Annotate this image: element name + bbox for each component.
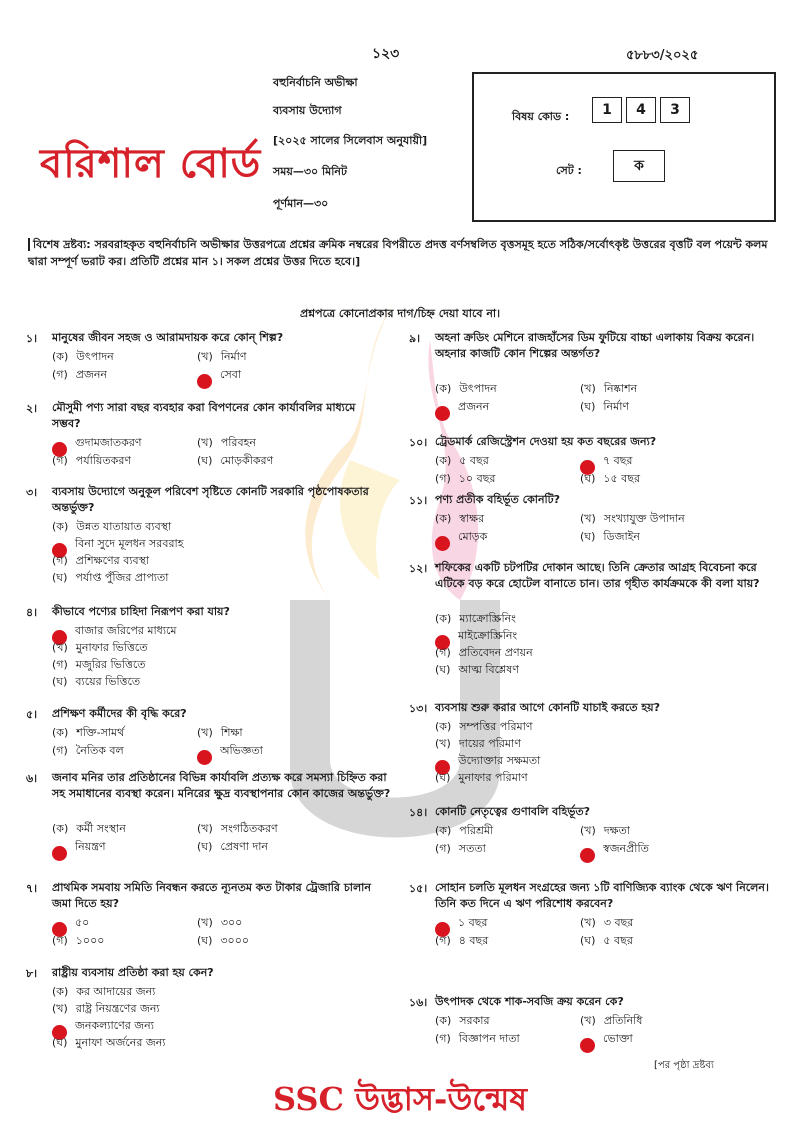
answer-option[interactable] xyxy=(52,350,114,364)
option-text: প্রতিবেদন প্রণয়ন xyxy=(458,646,533,659)
subject-code-digit: 4 xyxy=(626,97,656,123)
answer-option[interactable] xyxy=(580,1014,642,1028)
option-text: ১৫ বছর xyxy=(603,472,641,485)
option-text: প্রশিক্ষণের ব্যবস্থা xyxy=(75,554,150,567)
answer-option[interactable] xyxy=(197,840,268,854)
option-text: স্বাক্ষর xyxy=(459,512,485,525)
option-text: সরকার xyxy=(459,1014,490,1027)
option-text: প্রেষণা দান xyxy=(220,840,269,853)
question-text: অহনা ক্রডিং মেশিনে রাজহাঁসের ডিম ফুটিয়ে বাচ্চা এলাকায় বিক্রয় করেন। অহনার কাজটি কোন শিল্পের অন্তর্গত? xyxy=(435,331,755,360)
filled-answer-mark xyxy=(435,536,450,551)
answer-option[interactable] xyxy=(52,571,168,585)
option-text: বিনা সুদে মূলধন সরবরাহ xyxy=(75,537,184,550)
option-letter: (গ) xyxy=(52,658,68,671)
answer-option[interactable] xyxy=(197,436,256,450)
option-text: নিয়ন্ত্রণ xyxy=(75,840,106,853)
option-letter: (ঘ) xyxy=(197,934,213,947)
answer-option[interactable] xyxy=(435,1014,490,1028)
option-text: গুদামজাতকরণ xyxy=(75,436,142,449)
option-text: ৩০০০ xyxy=(220,934,249,947)
option-letter: (ক) xyxy=(52,350,69,363)
answer-option[interactable] xyxy=(52,641,147,655)
option-letter: (খ) xyxy=(52,641,68,654)
question-text: ব্যবসায় উদ্যোগে অনুকূল পরিবেশ সৃষ্টিতে কোনটি সরকারি পৃষ্ঠপোষকতার অন্তর্ভুক্ত? xyxy=(52,485,369,514)
answer-option[interactable] xyxy=(580,512,685,526)
option-text: পর্যায়িতকরণ xyxy=(75,454,132,467)
option-letter: (ক) xyxy=(435,512,452,525)
subject-name: ব্যবসায় উদ্যোগ xyxy=(273,104,342,117)
answer-option[interactable] xyxy=(435,646,533,660)
answer-option[interactable] xyxy=(52,554,149,568)
answer-option[interactable] xyxy=(435,612,516,626)
option-text: ১০ বছর xyxy=(458,472,496,485)
answer-option[interactable] xyxy=(52,520,171,534)
option-text: নৈতিক বল xyxy=(75,744,124,757)
option-letter: (খ) xyxy=(52,1002,68,1015)
option-text: দক্ষতা xyxy=(603,824,630,837)
option-letter: (গ) xyxy=(52,454,68,467)
option-letter: (গ) xyxy=(52,554,68,567)
answer-option[interactable] xyxy=(197,726,243,740)
option-text: অভিজ্ঞতা xyxy=(220,744,263,757)
option-text: উন্নত যাতায়াত ব্যবস্থা xyxy=(76,520,172,533)
option-letter: (খ) xyxy=(197,726,213,739)
option-text: বিজ্ঞাপন দাতা xyxy=(458,1032,520,1045)
subject-code-digit: 1 xyxy=(592,97,622,123)
question-text: শফিকের একটি চটপটির দোকান আছে। তিনি ক্রেতার আগ্রহ বিবেচনা করে এটিকে বড় করে হোটেল বানাতে চান। তার গৃহীত কার্যক্রমকে কী বলা যায়? xyxy=(435,561,760,590)
answer-option[interactable] xyxy=(52,1036,165,1050)
answer-option[interactable] xyxy=(197,350,246,364)
question-number: ৭। xyxy=(26,882,38,895)
option-text: সংখ্যাযুক্ত উপাদান xyxy=(603,512,685,525)
option-letter: (গ) xyxy=(435,646,451,659)
answer-option[interactable] xyxy=(435,842,486,856)
option-letter: (খ) xyxy=(580,824,596,837)
option-letter: (ক) xyxy=(435,454,452,467)
option-letter: (গ) xyxy=(435,934,451,947)
subject-code-digit: 3 xyxy=(660,97,690,123)
option-text: পর্যাপ্ত পুঁজির প্রাপ্যতা xyxy=(75,571,169,584)
option-text: সেবা xyxy=(220,368,242,381)
page-number: ১২৩ xyxy=(372,46,400,62)
option-letter: (ক) xyxy=(52,520,69,533)
option-text: ব্যয়ের ভিত্তিতে xyxy=(75,675,141,688)
option-letter: (খ) xyxy=(435,737,451,750)
set-value: ক xyxy=(613,150,665,182)
answer-option[interactable] xyxy=(197,368,241,389)
filled-answer-mark xyxy=(52,846,67,861)
instructions-label: বিশেষ দ্রষ্টব্য: xyxy=(28,238,91,251)
answer-option[interactable] xyxy=(435,382,497,396)
answer-option[interactable] xyxy=(197,934,249,948)
option-letter: (খ) xyxy=(580,916,596,929)
option-text: ডিজাইন xyxy=(603,530,640,543)
question-text: পণ্য প্রতীক বহির্ভূত কোনটি? xyxy=(435,493,561,506)
option-text: নির্মাণ xyxy=(603,400,630,413)
footer-brand: SSC উদ্ভাস-উন্মেষ xyxy=(273,1080,527,1118)
question-text: কোনটি নেতৃত্বের গুণাবলি বহির্ভূত? xyxy=(435,805,591,818)
option-letter: (ঘ) xyxy=(580,934,596,947)
option-letter: (ক) xyxy=(435,382,452,395)
filled-answer-mark xyxy=(435,406,450,421)
option-text: মুনাফার ভিত্তিতে xyxy=(75,641,148,654)
next-page-note: [পর পৃষ্ঠা দ্রষ্টব্য xyxy=(654,1060,714,1071)
filled-answer-mark xyxy=(197,750,212,765)
option-letter: (ঘ) xyxy=(197,454,213,467)
answer-option[interactable] xyxy=(435,720,532,734)
answer-option[interactable] xyxy=(580,916,633,930)
option-text: প্রতিনিধি xyxy=(603,1014,643,1027)
exam-time: সময়—৩০ মিনিট xyxy=(273,165,347,178)
option-text: আত্ম বিশ্লেষণ xyxy=(458,663,519,676)
answer-option[interactable] xyxy=(435,1032,520,1046)
answer-option[interactable] xyxy=(52,934,104,948)
filled-answer-mark xyxy=(197,374,212,389)
option-letter: (গ) xyxy=(52,744,68,757)
option-text: ম্যাক্রোস্ক্রিনিং xyxy=(459,612,516,625)
option-letter: (ঘ) xyxy=(52,1036,68,1049)
set-label: সেট : xyxy=(556,164,582,177)
option-text: মুনাফা অর্জনের জন্য xyxy=(75,1036,166,1049)
question-text: ট্রেডমার্ক রেজিস্ট্রেশন দেওয়া হয় কত বছরের জন্য? xyxy=(435,435,657,448)
answer-option[interactable] xyxy=(52,726,124,740)
answer-option[interactable] xyxy=(52,454,131,468)
answer-option[interactable] xyxy=(580,382,637,396)
option-text: ভোক্তা xyxy=(603,1032,633,1045)
option-text: সম্পত্তির পরিমাণ xyxy=(459,720,533,733)
instructions xyxy=(28,236,768,270)
option-letter: (ক) xyxy=(435,720,452,733)
answer-option[interactable] xyxy=(435,472,495,486)
exam-type: বহুনির্বাচনি অভীক্ষা xyxy=(273,76,358,89)
question-text: জনাব মনির তার প্রতিষ্ঠানের বিভিন্ন কার্যাবলি প্রত্যক্ষ করে সমস্যা চিহ্নিত করা সহ সমাধানের ব্যবস্থা করেন। মনিরের ক্ষুদ্র ব্যবস্থাপনার কোন কাজের অন্তর্ভুক্ত? xyxy=(52,771,391,800)
question-text: সোহান চলতি মূলধন সংগ্রহের জন্য ১টি বাণিজ্যিক ব্যাংক থেকে ঋণ নিলেন। তিনি কত দিনে এ ঋণ পরিশোধ করবেন? xyxy=(435,881,769,910)
option-text: মুনাফার পরিমাণ xyxy=(458,771,528,784)
answer-option[interactable] xyxy=(580,934,633,948)
option-letter: (গ) xyxy=(52,368,68,381)
question-number: ১৪। xyxy=(409,806,428,819)
option-letter: (ঘ) xyxy=(52,571,68,584)
option-letter: (ঘ) xyxy=(197,840,213,853)
option-text: উদ্যোক্তার সক্ষমতা xyxy=(458,754,541,767)
question-number: ১৫। xyxy=(409,882,428,895)
option-letter: (গ) xyxy=(435,1032,451,1045)
option-text: কর্মী সংস্থান xyxy=(76,822,126,835)
option-text: পরিবহন xyxy=(220,436,256,449)
answer-option[interactable] xyxy=(580,400,629,414)
answer-option[interactable] xyxy=(435,400,489,421)
option-letter: (খ) xyxy=(197,350,213,363)
option-text: কর আদায়ের জন্য xyxy=(76,985,156,998)
option-text: মাইক্রোস্ক্রিনিং xyxy=(458,629,518,642)
subject-code-label: বিষয় কোড : xyxy=(512,110,570,123)
option-text: ৪ বছর xyxy=(458,934,489,947)
question-text: প্রাথমিক সমবায় সমিতি নিবন্ধন করতে ন্যূনতম কত টাকার ট্রেজারি চালান জমা দিতে হয়? xyxy=(52,881,371,910)
answer-option[interactable] xyxy=(435,737,521,751)
syllabus-note: [২০২৫ সালের সিলেবাস অনুযায়ী] xyxy=(273,134,428,147)
option-text: উৎপাদন xyxy=(76,350,114,363)
question-number: ৩। xyxy=(26,486,38,499)
question-number: ২। xyxy=(26,402,38,415)
answer-option[interactable] xyxy=(435,824,493,838)
option-text: ৭ বছর xyxy=(603,454,633,467)
option-text: নিষ্কাশন xyxy=(603,382,638,395)
code-box xyxy=(472,72,776,222)
answer-option[interactable] xyxy=(435,512,484,526)
option-text: ৩ বছর xyxy=(603,916,634,929)
answer-option[interactable] xyxy=(52,1002,160,1016)
answer-option[interactable] xyxy=(580,472,640,486)
question-text: ব্যবসায় শুরু করার আগে কোনটি যাচাই করতে হয়? xyxy=(435,701,661,714)
question-number: ১। xyxy=(26,332,38,345)
answer-option[interactable] xyxy=(580,824,630,838)
option-text: ৫ বছর xyxy=(603,934,633,947)
question-number: ৮। xyxy=(26,967,38,980)
answer-option[interactable] xyxy=(52,840,105,861)
filled-answer-mark xyxy=(580,1038,595,1053)
option-text: বাজার জরিপের মাধ্যমে xyxy=(75,624,177,637)
option-text: ৩০০ xyxy=(220,916,243,929)
option-text: ৫ বছর xyxy=(459,454,489,467)
option-text: মোড়কীকরণ xyxy=(220,454,274,467)
answer-option[interactable] xyxy=(435,934,488,948)
answer-option[interactable] xyxy=(435,530,487,551)
option-letter: (গ) xyxy=(435,842,451,855)
option-letter: (ক) xyxy=(435,824,452,837)
answer-option[interactable] xyxy=(52,675,140,689)
option-text: মোড়ক xyxy=(458,530,488,543)
question-number: ১৬। xyxy=(409,996,428,1009)
option-text: দায়ের পরিমাণ xyxy=(458,737,521,750)
option-letter: (খ) xyxy=(580,382,596,395)
option-text: পরিশ্রমী xyxy=(459,824,494,837)
option-text: জনকল্যাণের জন্য xyxy=(75,1019,154,1032)
answer-option[interactable] xyxy=(197,454,273,468)
filled-answer-mark xyxy=(580,848,595,863)
full-marks: পূর্ণমান—৩০ xyxy=(273,197,329,210)
option-text: শক্তি-সামর্থ xyxy=(76,726,125,739)
answer-option[interactable] xyxy=(52,985,155,999)
option-letter: (ঘ) xyxy=(580,472,596,485)
answer-option[interactable] xyxy=(580,530,640,544)
option-letter: (ক) xyxy=(435,612,452,625)
option-letter: (ক) xyxy=(52,822,69,835)
answer-option[interactable] xyxy=(52,368,107,382)
option-text: উৎপাদন xyxy=(459,382,497,395)
answer-option[interactable] xyxy=(197,822,278,836)
answer-option[interactable] xyxy=(52,822,126,836)
option-text: নির্মাণ xyxy=(220,350,247,363)
question-text: মানুষের জীবন সহজ ও আরামদায়ক করে কোন্ শিল্প? xyxy=(52,331,284,344)
answer-option[interactable] xyxy=(52,744,124,758)
instructions-text: সরবরাহকৃত বহুনির্বাচনি অভীক্ষার উত্তরপত্রে প্রশ্নের ক্রমিক নম্বরের বিপরীতে প্রদত্ত বর্ণসম্বলিত বৃত্তসমূহ হতে সঠিক/সর্বোৎকৃষ্ট উত্তরের বৃত্তটি বল পয়েন্ট কলম দ্বারা সম্পূর্ণ ভরাট কর। প্রতিটি প্রশ্নের মান ১। সকল প্রশ্নের উত্তর দিতে হবে।] xyxy=(28,238,768,268)
option-text: সংগঠিতকরণ xyxy=(220,822,278,835)
option-text: মজুরির ভিত্তিতে xyxy=(75,658,146,671)
option-text: প্রজনন xyxy=(458,400,490,413)
board-name: বরিশাল বোর্ড xyxy=(40,141,262,187)
question-text: রাষ্ট্রীয় ব্যবসায় প্রতিষ্ঠা করা হয় কেন? xyxy=(52,966,214,979)
option-text: শিক্ষা xyxy=(220,726,243,739)
option-text: ৫০ xyxy=(75,916,90,929)
answer-option[interactable] xyxy=(580,842,649,863)
option-letter: (ঘ) xyxy=(435,771,451,784)
option-letter: (ঘ) xyxy=(435,663,451,676)
notice: প্রশ্নপত্রে কোনোপ্রকার দাগ/চিহ্ন দেয়া যাবে না। xyxy=(299,307,501,320)
option-letter: (ক) xyxy=(435,1014,452,1027)
question-text: মৌসুমী পণ্য সারা বছর ব্যবহার করা বিপণনের কোন কার্যাবলির মাধ্যমে সম্ভব? xyxy=(52,401,356,430)
answer-option[interactable] xyxy=(435,663,519,677)
option-letter: (খ) xyxy=(580,512,596,525)
answer-option[interactable] xyxy=(52,658,146,672)
answer-option[interactable] xyxy=(197,916,242,930)
question-number: ৬। xyxy=(26,772,38,785)
answer-option[interactable] xyxy=(435,771,528,785)
option-letter: (খ) xyxy=(580,1014,596,1027)
option-text: প্রজনন xyxy=(75,368,107,381)
option-letter: (ঘ) xyxy=(580,400,596,413)
option-letter: (খ) xyxy=(197,436,213,449)
option-text: ১০০০ xyxy=(75,934,105,947)
option-letter: (খ) xyxy=(197,822,213,835)
option-letter: (ঘ) xyxy=(52,675,68,688)
paper-code: ৫৮৮৩/২০২৫ xyxy=(626,48,699,63)
question-text: কীভাবে পণ্যের চাহিদা নিরূপণ করা যায়? xyxy=(52,605,230,618)
option-letter: (গ) xyxy=(52,934,68,947)
question-text: উৎপাদক থেকে শাক-সবজি ক্রয় করেন কে? xyxy=(435,995,624,1008)
question-number: ৫। xyxy=(26,708,38,721)
question-text: প্রশিক্ষণ কর্মীদের কী বৃদ্ধি করে? xyxy=(52,707,187,720)
answer-option[interactable] xyxy=(435,454,489,468)
question-number: ৯। xyxy=(409,332,421,345)
option-letter: (ক) xyxy=(52,726,69,739)
option-letter: (ক) xyxy=(52,985,69,998)
question-number: ৪। xyxy=(26,606,38,619)
option-text: রাষ্ট্র নিয়ন্ত্রণের জন্য xyxy=(75,1002,160,1015)
option-text: ১ বছর xyxy=(458,916,488,929)
question-number: ১২। xyxy=(409,562,428,575)
question-number: ১৩। xyxy=(409,702,428,715)
option-letter: (ঘ) xyxy=(580,530,596,543)
answer-option[interactable] xyxy=(197,744,263,765)
question-number: ১০। xyxy=(409,436,428,449)
option-letter: (খ) xyxy=(197,916,213,929)
option-text: সততা xyxy=(458,842,486,855)
answer-option[interactable] xyxy=(580,1032,633,1053)
question-number: ১১। xyxy=(409,494,428,507)
option-text: স্বজনপ্রীতি xyxy=(603,842,649,855)
option-letter: (গ) xyxy=(435,472,451,485)
